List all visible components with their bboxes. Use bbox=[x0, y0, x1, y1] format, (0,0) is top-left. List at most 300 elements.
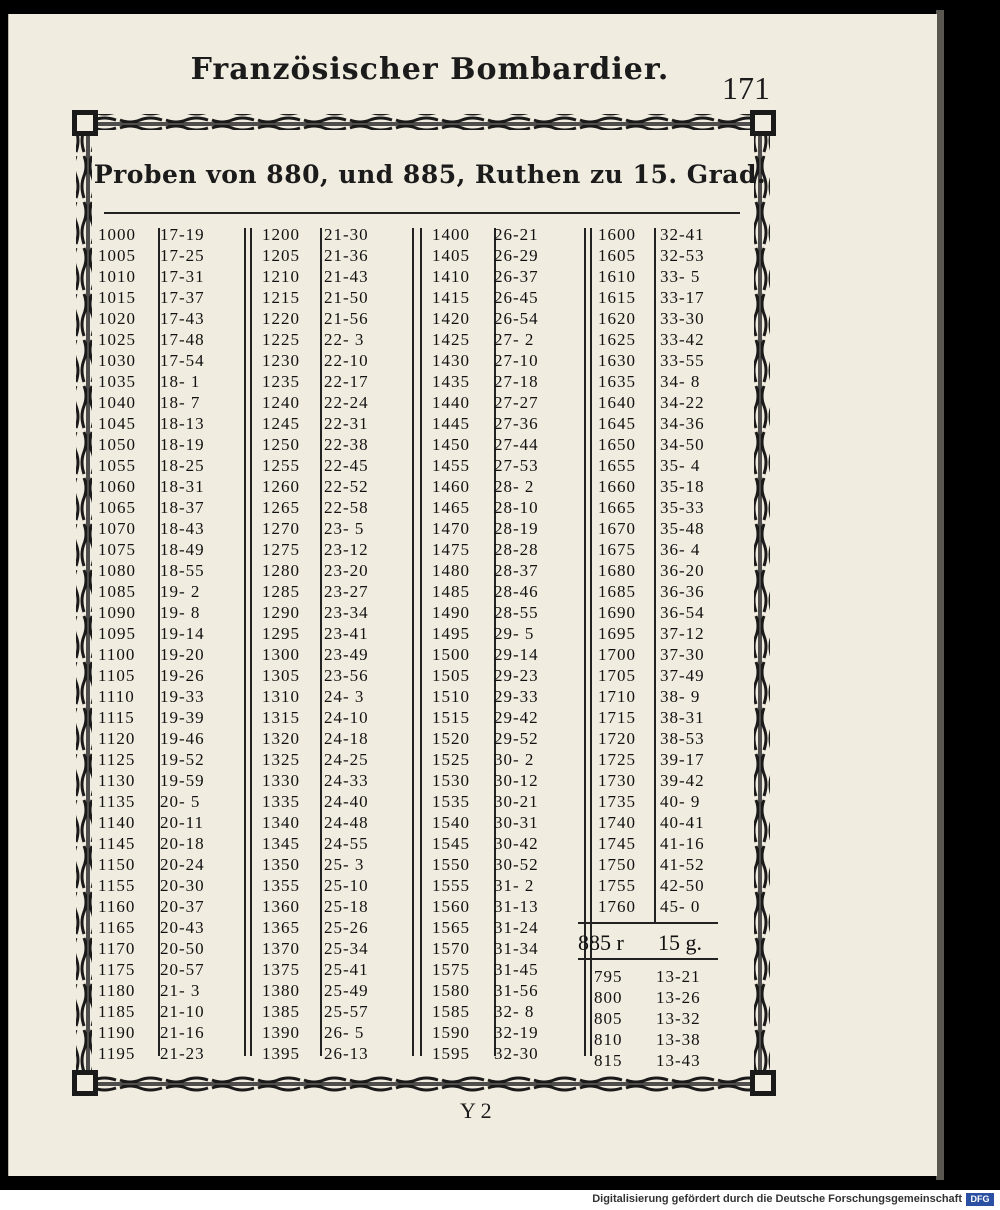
value-cell: 33-30 bbox=[660, 309, 705, 328]
column-rule bbox=[420, 228, 422, 1056]
table-row bbox=[432, 938, 539, 959]
distance-cell: 1450 bbox=[432, 435, 470, 454]
value-cell: 33-55 bbox=[660, 351, 705, 370]
table-row bbox=[432, 602, 539, 623]
table-row bbox=[98, 644, 205, 665]
table-row bbox=[262, 854, 369, 875]
table-row bbox=[262, 980, 369, 1001]
value-cell: 24-48 bbox=[324, 813, 369, 832]
table-row bbox=[598, 560, 705, 581]
table-row bbox=[432, 623, 539, 644]
table-row bbox=[262, 497, 369, 518]
table-row bbox=[262, 728, 369, 749]
table-row bbox=[98, 287, 205, 308]
distance-cell: 1320 bbox=[262, 729, 300, 748]
value-cell: 27-36 bbox=[494, 414, 539, 433]
value-cell: 30-21 bbox=[494, 792, 539, 811]
table-row bbox=[432, 644, 539, 665]
distance-cell: 1370 bbox=[262, 939, 300, 958]
distance-cell: 1480 bbox=[432, 561, 470, 580]
distance-cell: 1515 bbox=[432, 708, 470, 727]
distance-cell: 1100 bbox=[98, 645, 136, 664]
table-row bbox=[432, 1001, 539, 1022]
table-row bbox=[98, 581, 205, 602]
distance-cell: 1030 bbox=[98, 351, 136, 370]
value-cell: 17-43 bbox=[160, 309, 205, 328]
table-row bbox=[262, 770, 369, 791]
distance-cell: 1485 bbox=[432, 582, 470, 601]
value-cell: 17-37 bbox=[160, 288, 205, 307]
distance-cell: 1415 bbox=[432, 288, 470, 307]
distance-cell: 1760 bbox=[598, 897, 636, 916]
table-row bbox=[432, 371, 539, 392]
distance-cell: 1020 bbox=[98, 309, 136, 328]
distance-cell: 1220 bbox=[262, 309, 300, 328]
table-row bbox=[432, 518, 539, 539]
table-row bbox=[598, 392, 705, 413]
distance-cell: 1525 bbox=[432, 750, 470, 769]
value-cell: 38- 9 bbox=[660, 687, 701, 706]
table-row bbox=[594, 966, 701, 987]
value-cell: 19-33 bbox=[160, 687, 205, 706]
distance-cell: 1085 bbox=[98, 582, 136, 601]
table-row bbox=[98, 518, 205, 539]
distance-cell: 1390 bbox=[262, 1023, 300, 1042]
distance-cell: 1295 bbox=[262, 624, 300, 643]
distance-cell: 1590 bbox=[432, 1023, 470, 1042]
value-cell: 30-12 bbox=[494, 771, 539, 790]
table-row bbox=[598, 770, 705, 791]
table-row bbox=[594, 1029, 701, 1050]
distance-cell: 1040 bbox=[98, 393, 136, 412]
distance-cell: 1620 bbox=[598, 309, 636, 328]
distance-cell: 1410 bbox=[432, 267, 470, 286]
table-row bbox=[432, 266, 539, 287]
title-rule bbox=[104, 212, 740, 214]
table-row bbox=[432, 896, 539, 917]
distance-cell: 1130 bbox=[98, 771, 136, 790]
distance-cell: 1095 bbox=[98, 624, 136, 643]
value-cell: 27-10 bbox=[494, 351, 539, 370]
value-cell: 26- 5 bbox=[324, 1023, 365, 1042]
distance-cell: 1475 bbox=[432, 540, 470, 559]
table-row bbox=[98, 413, 205, 434]
value-cell: 28-19 bbox=[494, 519, 539, 538]
table-row bbox=[598, 686, 705, 707]
table-row bbox=[262, 308, 369, 329]
distance-cell: 1550 bbox=[432, 855, 470, 874]
distance-cell: 1650 bbox=[598, 435, 636, 454]
value-cell: 35-48 bbox=[660, 519, 705, 538]
distance-cell: 1310 bbox=[262, 687, 300, 706]
value-cell: 18-37 bbox=[160, 498, 205, 517]
value-cell: 29-52 bbox=[494, 729, 539, 748]
table-row bbox=[262, 875, 369, 896]
value-cell: 36- 4 bbox=[660, 540, 701, 559]
distance-cell: 1260 bbox=[262, 477, 300, 496]
distance-cell: 1740 bbox=[598, 813, 636, 832]
distance-cell: 1470 bbox=[432, 519, 470, 538]
distance-cell: 1365 bbox=[262, 918, 300, 937]
table-row bbox=[594, 1050, 701, 1071]
table-row bbox=[262, 833, 369, 854]
distance-cell: 1355 bbox=[262, 876, 300, 895]
value-cell: 37-30 bbox=[660, 645, 705, 664]
distance-cell: 1435 bbox=[432, 372, 470, 391]
distance-cell: 1255 bbox=[262, 456, 300, 475]
table-row bbox=[262, 602, 369, 623]
table-row bbox=[262, 1022, 369, 1043]
distance-cell: 1090 bbox=[98, 603, 136, 622]
distance-cell: 1735 bbox=[598, 792, 636, 811]
table-column-1 bbox=[98, 224, 205, 1064]
distance-cell: 1240 bbox=[262, 393, 300, 412]
distance-cell: 1440 bbox=[432, 393, 470, 412]
value-cell: 23- 5 bbox=[324, 519, 365, 538]
value-cell: 18- 7 bbox=[160, 393, 201, 412]
value-cell: 25-34 bbox=[324, 939, 369, 958]
table-row bbox=[432, 413, 539, 434]
table-row bbox=[262, 329, 369, 350]
value-cell: 31-13 bbox=[494, 897, 539, 916]
value-cell: 23-49 bbox=[324, 645, 369, 664]
table-row bbox=[262, 560, 369, 581]
table-row bbox=[432, 434, 539, 455]
value-cell: 25-41 bbox=[324, 960, 369, 979]
value-cell: 18-25 bbox=[160, 456, 205, 475]
table-row bbox=[598, 665, 705, 686]
table-row bbox=[98, 896, 205, 917]
table-row bbox=[432, 329, 539, 350]
distance-cell: 1215 bbox=[262, 288, 300, 307]
value-cell: 26-54 bbox=[494, 309, 539, 328]
value-cell: 35-18 bbox=[660, 477, 705, 496]
value-cell: 42-50 bbox=[660, 876, 705, 895]
distance-cell: 1045 bbox=[98, 414, 136, 433]
distance-cell: 1575 bbox=[432, 960, 470, 979]
value-cell: 26-29 bbox=[494, 246, 539, 265]
distance-cell: 1600 bbox=[598, 225, 636, 244]
table-row bbox=[432, 497, 539, 518]
distance-cell: 1155 bbox=[98, 876, 136, 895]
table-row bbox=[262, 581, 369, 602]
table-row bbox=[598, 644, 705, 665]
table-row bbox=[432, 959, 539, 980]
value-cell: 21-16 bbox=[160, 1023, 205, 1042]
distance-cell: 1710 bbox=[598, 687, 636, 706]
table-row bbox=[98, 1001, 205, 1022]
table-row bbox=[598, 896, 705, 917]
table-row bbox=[598, 623, 705, 644]
sub-table-header-left: 885 r bbox=[578, 930, 624, 955]
distance-cell: 1510 bbox=[432, 687, 470, 706]
value-cell: 24-33 bbox=[324, 771, 369, 790]
distance-cell: 1385 bbox=[262, 1002, 300, 1021]
value-cell: 25-10 bbox=[324, 876, 369, 895]
value-cell: 41-52 bbox=[660, 855, 705, 874]
distance-cell: 815 bbox=[594, 1051, 623, 1070]
distance-cell: 1655 bbox=[598, 456, 636, 475]
distance-cell: 1160 bbox=[98, 897, 136, 916]
distance-cell: 1500 bbox=[432, 645, 470, 664]
table-row bbox=[432, 455, 539, 476]
table-row bbox=[432, 1022, 539, 1043]
distance-cell: 1140 bbox=[98, 813, 136, 832]
table-row bbox=[598, 497, 705, 518]
value-cell: 22-17 bbox=[324, 372, 369, 391]
table-row bbox=[598, 371, 705, 392]
value-cell: 25- 3 bbox=[324, 855, 365, 874]
value-cell: 28- 2 bbox=[494, 477, 535, 496]
distance-cell: 1360 bbox=[262, 897, 300, 916]
distance-cell: 1075 bbox=[98, 540, 136, 559]
value-cell: 28-37 bbox=[494, 561, 539, 580]
table-row bbox=[432, 581, 539, 602]
table-row bbox=[98, 707, 205, 728]
distance-cell: 1000 bbox=[98, 225, 136, 244]
distance-cell: 1325 bbox=[262, 750, 300, 769]
funding-note: Digitalisierung gefördert durch die Deutsche Forschungsgemeinschaft bbox=[592, 1193, 962, 1205]
table-row bbox=[98, 539, 205, 560]
page-number: 171 bbox=[722, 70, 770, 106]
distance-cell: 1635 bbox=[598, 372, 636, 391]
value-cell: 29-23 bbox=[494, 666, 539, 685]
table-row bbox=[598, 875, 705, 896]
funding-bar bbox=[0, 1190, 1000, 1210]
table-row bbox=[598, 413, 705, 434]
distance-cell: 810 bbox=[594, 1030, 623, 1049]
value-cell: 24- 3 bbox=[324, 687, 365, 706]
table-row bbox=[432, 665, 539, 686]
value-cell: 23-41 bbox=[324, 624, 369, 643]
value-cell: 39-17 bbox=[660, 750, 705, 769]
value-cell: 21-30 bbox=[324, 225, 369, 244]
table-row bbox=[262, 896, 369, 917]
table-row bbox=[598, 854, 705, 875]
table-row bbox=[98, 350, 205, 371]
value-cell: 24-25 bbox=[324, 750, 369, 769]
table-row bbox=[262, 791, 369, 812]
table-row bbox=[262, 434, 369, 455]
value-cell: 22-24 bbox=[324, 393, 369, 412]
distance-cell: 1200 bbox=[262, 225, 300, 244]
table-row bbox=[98, 497, 205, 518]
value-cell: 25-49 bbox=[324, 981, 369, 1000]
table-title: Proben von 880, und 885, Ruthen zu 15. Grad. bbox=[93, 160, 767, 189]
table-row bbox=[432, 686, 539, 707]
value-cell: 19-39 bbox=[160, 708, 205, 727]
value-cell: 36-36 bbox=[660, 582, 705, 601]
value-cell: 32- 8 bbox=[494, 1002, 535, 1021]
value-cell: 30-42 bbox=[494, 834, 539, 853]
column-rule bbox=[412, 228, 414, 1056]
value-cell: 21-36 bbox=[324, 246, 369, 265]
distance-cell: 1560 bbox=[432, 897, 470, 916]
table-row bbox=[432, 833, 539, 854]
table-row bbox=[432, 392, 539, 413]
table-row bbox=[98, 665, 205, 686]
table-row bbox=[98, 329, 205, 350]
distance-cell: 1750 bbox=[598, 855, 636, 874]
value-cell: 23-27 bbox=[324, 582, 369, 601]
sub-table-body bbox=[594, 966, 701, 1071]
table-row bbox=[432, 476, 539, 497]
distance-cell: 1520 bbox=[432, 729, 470, 748]
value-cell: 29-14 bbox=[494, 645, 539, 664]
table-row bbox=[262, 539, 369, 560]
distance-cell: 1670 bbox=[598, 519, 636, 538]
distance-cell: 1725 bbox=[598, 750, 636, 769]
value-cell: 27- 2 bbox=[494, 330, 535, 349]
value-cell: 28-28 bbox=[494, 540, 539, 559]
value-cell: 19-52 bbox=[160, 750, 205, 769]
value-cell: 22-38 bbox=[324, 435, 369, 454]
distance-cell: 1465 bbox=[432, 498, 470, 517]
value-cell: 13-26 bbox=[656, 988, 701, 1007]
value-cell: 19-59 bbox=[160, 771, 205, 790]
table-row bbox=[262, 518, 369, 539]
distance-cell: 1110 bbox=[98, 687, 135, 706]
dfg-logo: DFG bbox=[966, 1193, 994, 1206]
signature-mark: Y 2 bbox=[460, 1098, 492, 1123]
table-row bbox=[432, 770, 539, 791]
table-row bbox=[98, 455, 205, 476]
table-row bbox=[262, 245, 369, 266]
table-row bbox=[598, 350, 705, 371]
sub-table-header-right: 15 g. bbox=[658, 930, 702, 955]
value-cell: 31-56 bbox=[494, 981, 539, 1000]
value-cell: 18-19 bbox=[160, 435, 205, 454]
value-cell: 17-19 bbox=[160, 225, 205, 244]
value-cell: 23-12 bbox=[324, 540, 369, 559]
table-row bbox=[598, 539, 705, 560]
distance-cell: 1350 bbox=[262, 855, 300, 874]
distance-cell: 1340 bbox=[262, 813, 300, 832]
distance-cell: 1265 bbox=[262, 498, 300, 517]
distance-cell: 1185 bbox=[98, 1002, 136, 1021]
table-row bbox=[598, 707, 705, 728]
table-row bbox=[262, 812, 369, 833]
distance-cell: 805 bbox=[594, 1009, 623, 1028]
value-cell: 17-31 bbox=[160, 267, 205, 286]
value-cell: 23-20 bbox=[324, 561, 369, 580]
distance-cell: 1060 bbox=[98, 477, 136, 496]
distance-cell: 1225 bbox=[262, 330, 300, 349]
table-column-4 bbox=[598, 224, 705, 917]
value-cell: 22-10 bbox=[324, 351, 369, 370]
value-cell: 20-18 bbox=[160, 834, 205, 853]
table-row bbox=[598, 728, 705, 749]
value-cell: 24-40 bbox=[324, 792, 369, 811]
distance-cell: 1445 bbox=[432, 414, 470, 433]
table-row bbox=[598, 266, 705, 287]
value-cell: 17-25 bbox=[160, 246, 205, 265]
table-row bbox=[432, 287, 539, 308]
table-row bbox=[98, 476, 205, 497]
table-row bbox=[262, 665, 369, 686]
value-cell: 30- 2 bbox=[494, 750, 535, 769]
value-cell: 13-38 bbox=[656, 1030, 701, 1049]
table-row bbox=[262, 623, 369, 644]
value-cell: 31-45 bbox=[494, 960, 539, 979]
value-cell: 17-54 bbox=[160, 351, 205, 370]
value-cell: 34-50 bbox=[660, 435, 705, 454]
value-cell: 34- 8 bbox=[660, 372, 701, 391]
table-row bbox=[98, 791, 205, 812]
table-row bbox=[598, 245, 705, 266]
distance-cell: 1345 bbox=[262, 834, 300, 853]
value-cell: 20-24 bbox=[160, 855, 205, 874]
value-cell: 28-10 bbox=[494, 498, 539, 517]
table-row bbox=[98, 371, 205, 392]
distance-cell: 1555 bbox=[432, 876, 470, 895]
distance-cell: 1070 bbox=[98, 519, 136, 538]
table-row bbox=[598, 749, 705, 770]
distance-cell: 1380 bbox=[262, 981, 300, 1000]
value-cell: 33- 5 bbox=[660, 267, 701, 286]
table-row bbox=[262, 1001, 369, 1022]
table-row bbox=[98, 308, 205, 329]
value-cell: 31-34 bbox=[494, 939, 539, 958]
value-cell: 22- 3 bbox=[324, 330, 365, 349]
distance-cell: 1705 bbox=[598, 666, 636, 685]
value-cell: 32-53 bbox=[660, 246, 705, 265]
distance-cell: 1195 bbox=[98, 1044, 136, 1063]
distance-cell: 1285 bbox=[262, 582, 300, 601]
distance-cell: 1065 bbox=[98, 498, 136, 517]
table-row bbox=[262, 287, 369, 308]
table-row bbox=[432, 728, 539, 749]
value-cell: 31- 2 bbox=[494, 876, 535, 895]
value-cell: 18-43 bbox=[160, 519, 205, 538]
value-cell: 22-58 bbox=[324, 498, 369, 517]
distance-cell: 1460 bbox=[432, 477, 470, 496]
distance-cell: 1330 bbox=[262, 771, 300, 790]
table-row bbox=[432, 350, 539, 371]
sub-table-rule-bottom bbox=[578, 958, 718, 960]
value-cell: 27-18 bbox=[494, 372, 539, 391]
distance-cell: 1275 bbox=[262, 540, 300, 559]
value-cell: 31-24 bbox=[494, 918, 539, 937]
table-row bbox=[598, 581, 705, 602]
column-rule bbox=[244, 228, 246, 1056]
distance-cell: 1230 bbox=[262, 351, 300, 370]
table-row bbox=[594, 1008, 701, 1029]
distance-cell: 1580 bbox=[432, 981, 470, 1000]
distance-cell: 1680 bbox=[598, 561, 636, 580]
table-row bbox=[98, 623, 205, 644]
table-row bbox=[262, 686, 369, 707]
value-cell: 21- 3 bbox=[160, 981, 201, 1000]
distance-cell: 1165 bbox=[98, 918, 136, 937]
distance-cell: 1210 bbox=[262, 267, 300, 286]
distance-cell: 1530 bbox=[432, 771, 470, 790]
table-row bbox=[98, 602, 205, 623]
value-cell: 19-46 bbox=[160, 729, 205, 748]
value-cell: 21-43 bbox=[324, 267, 369, 286]
table-row bbox=[432, 917, 539, 938]
column-rule bbox=[250, 228, 252, 1056]
table-row bbox=[98, 938, 205, 959]
value-cell: 25-18 bbox=[324, 897, 369, 916]
value-cell: 26-21 bbox=[494, 225, 539, 244]
table-row bbox=[98, 959, 205, 980]
table-row bbox=[262, 644, 369, 665]
value-cell: 22-45 bbox=[324, 456, 369, 475]
value-cell: 33-17 bbox=[660, 288, 705, 307]
table-row bbox=[262, 266, 369, 287]
distance-cell: 1315 bbox=[262, 708, 300, 727]
